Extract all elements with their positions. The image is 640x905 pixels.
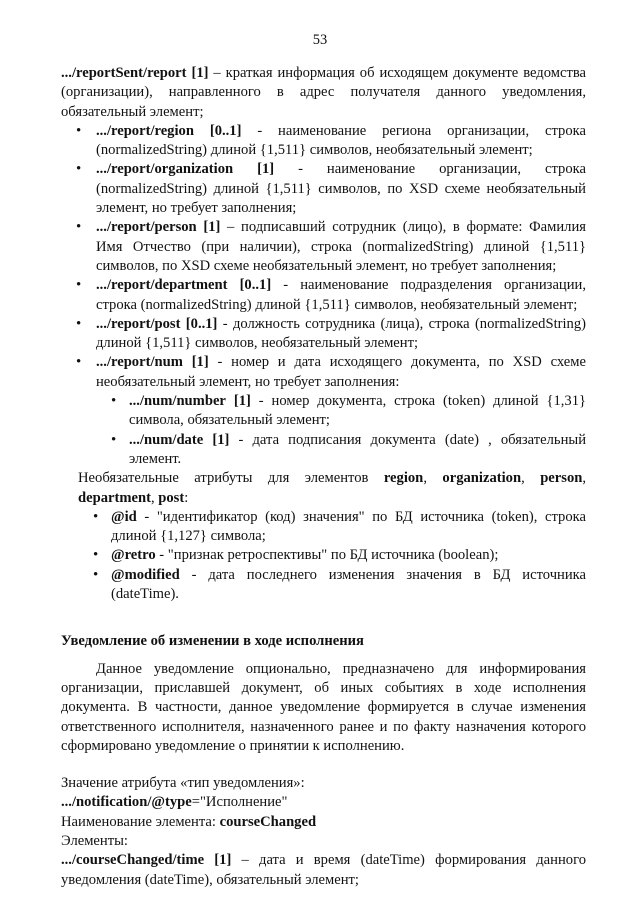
- element-name-value: courseChanged: [219, 813, 317, 830]
- lead-text: Необязательные атрибуты для элементов: [78, 470, 384, 487]
- list-item: [78, 566, 586, 605]
- list-item: [96, 392, 586, 431]
- num-subelements-list: [96, 392, 586, 469]
- element-path: .../num/number: [129, 393, 226, 410]
- type-block: [61, 774, 586, 890]
- cardinality: [0..1]: [185, 315, 218, 332]
- bullet-icon: •: [76, 315, 82, 332]
- list-item: [78, 546, 586, 565]
- element-path: .../report/organization: [96, 161, 234, 178]
- element-path: .../reportSent/report: [61, 65, 187, 81]
- attribute-name: @retro: [111, 547, 156, 564]
- report-intro: [61, 64, 586, 122]
- separator: ,: [150, 489, 159, 506]
- type-label: Значение атрибута «тип уведомления»:: [61, 775, 305, 792]
- element-path: .../report/region: [96, 122, 194, 139]
- element-name-label: Наименование элемента:: [61, 813, 220, 830]
- cardinality: [1]: [212, 431, 230, 448]
- bullet-icon: •: [76, 161, 82, 178]
- element-path: .../report/post: [96, 315, 181, 332]
- bullet-icon: •: [76, 277, 82, 294]
- attribute-name: @id: [111, 508, 137, 525]
- description: – краткая информация об исходящем документе ведомства (организации), направленного в адрес получателя данного уведомления, обязательный элемент;: [61, 65, 587, 120]
- course-changed-time: [61, 851, 586, 890]
- element-name: post: [158, 489, 185, 506]
- description: – дата и время (dateTime) формирования данного уведомления (dateTime), обязательный элемент;: [61, 852, 586, 888]
- elements-label: Элементы:: [61, 832, 128, 849]
- bullet-icon: •: [111, 431, 117, 448]
- attribute-name: @modified: [111, 566, 180, 583]
- cardinality: [1]: [191, 354, 209, 371]
- list-item: [61, 122, 586, 161]
- bullet-icon: •: [76, 219, 82, 236]
- element-name: department: [78, 489, 151, 506]
- type-value: ="Исполнение": [191, 794, 288, 811]
- list-item: [61, 315, 586, 354]
- bullet-icon: •: [111, 393, 117, 410]
- element-path: .../report/num: [96, 354, 183, 371]
- cardinality: [1]: [214, 852, 232, 869]
- separator: :: [184, 489, 189, 506]
- cardinality: [1]: [191, 65, 209, 81]
- page-content: [61, 64, 586, 890]
- list-item: [61, 218, 586, 276]
- optional-attributes-lead: [61, 469, 586, 508]
- cardinality: [0..1]: [209, 122, 242, 139]
- list-item: [61, 160, 586, 218]
- cardinality: [0..1]: [239, 277, 272, 294]
- description: - наименование региона организации, строка (normalizedString) длиной {1,511} символов, необязательный элемент;: [96, 122, 586, 159]
- section-paragraph: Данное уведомление опционально, предназначено для информирования организации, приславшей документ, об иных событиях в ходе исполнения документа. В частности, данное уведомление формируется в случае изменения ответственного исполнителя, назначенного ранее и по факту назначения которого сформировано уведомление о принятии к исполнению.: [61, 660, 586, 754]
- description: - дата последнего изменения значения в БД источника (dateTime).: [111, 566, 586, 603]
- page-number: 53: [312, 32, 328, 48]
- type-path: .../notification/@type: [61, 794, 192, 811]
- element-name: region: [383, 470, 424, 487]
- cardinality: [1]: [257, 161, 275, 178]
- description: - дата подписания документа (date) , обязательный элемент.: [129, 431, 586, 467]
- type-line: [61, 793, 586, 812]
- element-name: organization: [442, 470, 522, 487]
- list-item: [61, 276, 586, 315]
- description: - должность сотрудника (лица), строка (normalizedString) длиной {1,511} символов, необязательный элемент;: [96, 315, 586, 352]
- list-item: [61, 353, 586, 469]
- element-path: .../report/department: [96, 277, 228, 294]
- element-path: .../report/person: [96, 219, 197, 236]
- description: – подписавший сотрудник (лицо), в формате: Фамилия Имя Отчество (при наличии), строка (normalizedString) длиной {1,511} символов, по XSD схеме необязательный элемент, но требует заполнения;: [96, 219, 586, 274]
- description: - наименование подразделения организации, строка (normalizedString) длиной {1,511} символов, необязательный элемент;: [96, 277, 586, 313]
- element-name-line: [61, 813, 586, 832]
- description: - "признак ретроспективы" по БД источника (boolean);: [155, 547, 499, 564]
- element-name: person: [540, 470, 583, 487]
- list-item: [78, 508, 586, 547]
- bullet-icon: •: [76, 354, 82, 371]
- bullet-icon: •: [93, 547, 99, 564]
- list-item: [96, 431, 586, 470]
- cardinality: [1]: [233, 393, 251, 410]
- separator: ,: [423, 470, 443, 487]
- attributes-list: [78, 508, 586, 604]
- bullet-icon: •: [93, 508, 99, 525]
- separator: ,: [521, 470, 541, 487]
- separator: ,: [582, 470, 587, 487]
- element-path: .../num/date: [129, 431, 204, 448]
- description: - номер и дата исходящего документа, по XSD схеме необязательный элемент, но требует заполнения:: [96, 354, 586, 390]
- bullet-icon: •: [76, 122, 82, 139]
- bullet-icon: •: [93, 566, 99, 583]
- section-heading: Уведомление об изменении в ходе исполнения: [61, 633, 364, 650]
- cardinality: [1]: [203, 219, 221, 236]
- element-path: .../courseChanged/time: [61, 852, 205, 869]
- description: - "идентификатор (код) значения" по БД источника (token), строка длиной {1,127} символа;: [111, 508, 586, 545]
- report-elements-list: [61, 122, 586, 469]
- description: - наименование организации, строка (normalizedString) длиной {1,511} символов, по XSD схеме необязательный элемент, но требует заполнения;: [96, 161, 586, 217]
- description: - номер документа, строка (token) длиной {1,31}символа, обязательный элемент;: [129, 393, 586, 429]
